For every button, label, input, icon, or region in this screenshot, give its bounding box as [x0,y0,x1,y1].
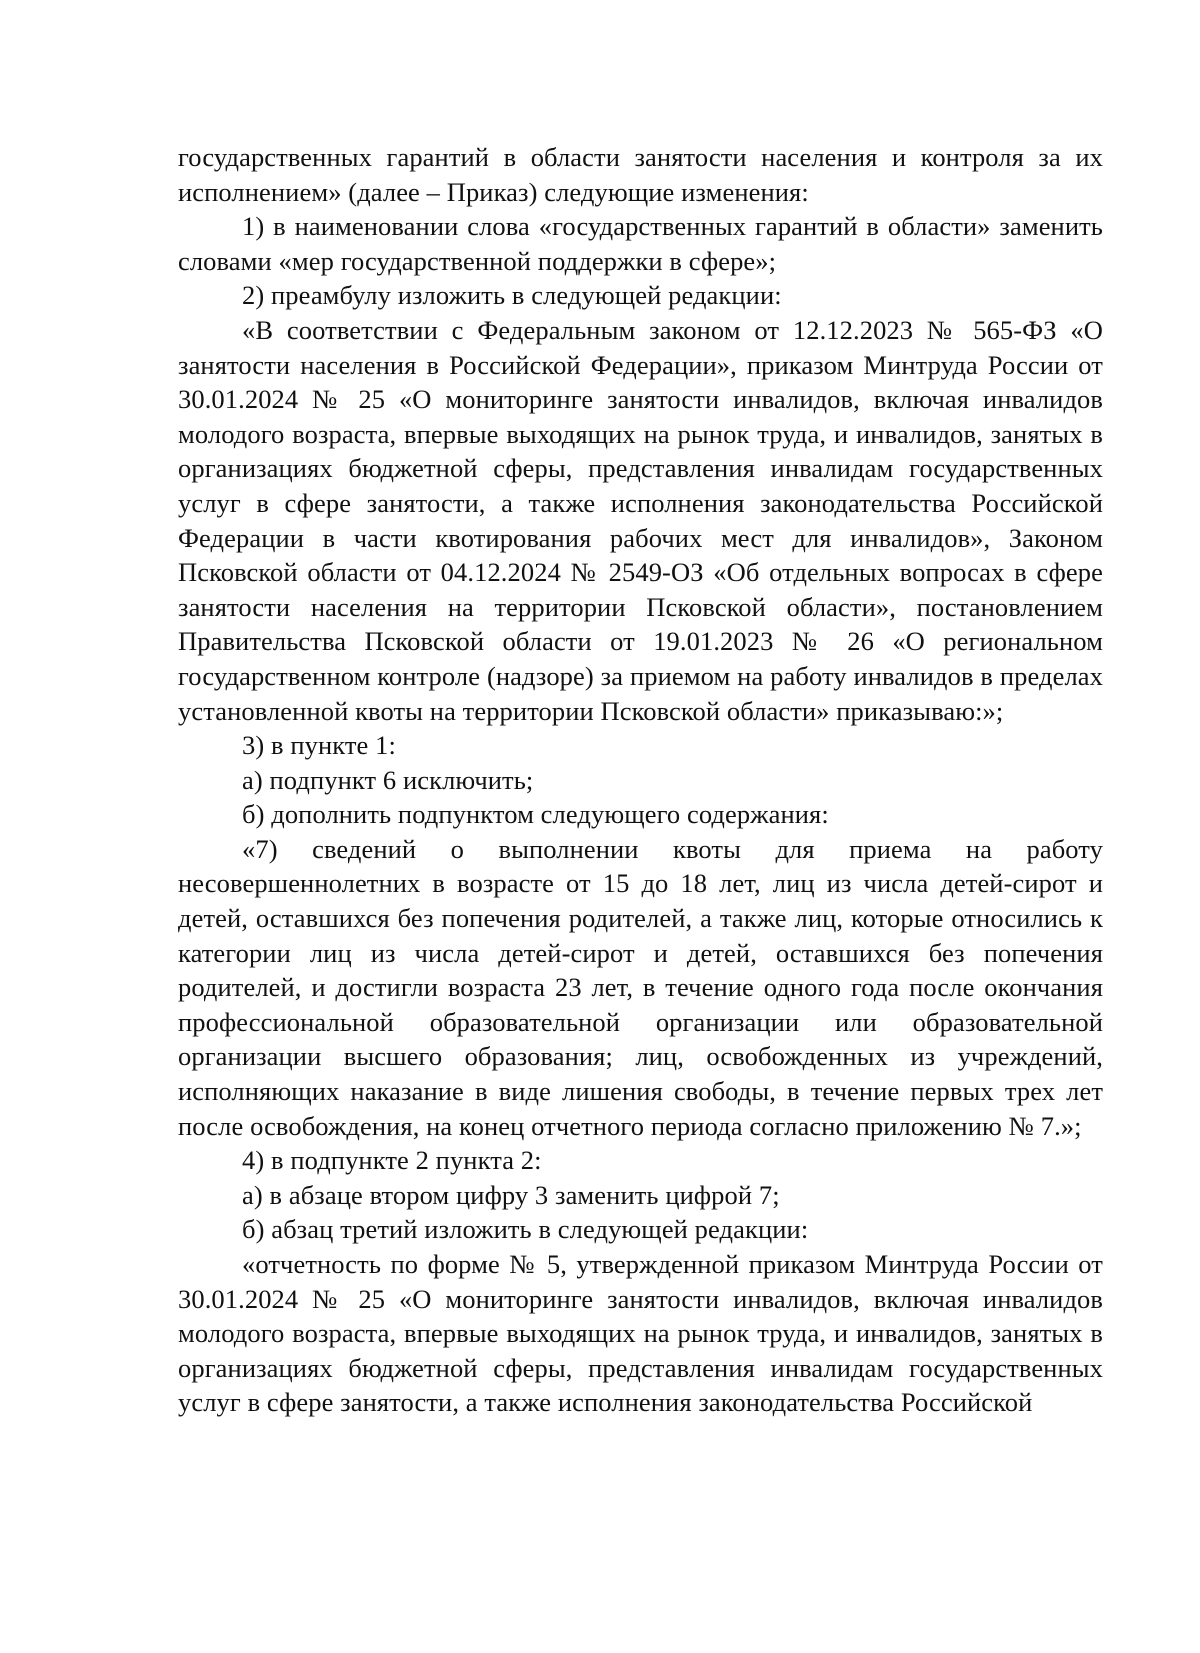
paragraph-subitem-a: а) подпункт 6 исключить; [242,764,534,795]
paragraph-item-3: 3) в пункте 1: [242,730,396,761]
paragraph-preamble: «В соответствии с Федеральным законом от 12.12.2023 № 565-ФЗ «О занятости населения в Российской Федерации», приказом Минтруда России от 30.01.2024 № 25 «О мониторинге занятости инвалидов, включая инвалидов молодого возраста, впервые выходящих на рынок труда, и инвалидов, занятых в организациях бюджетной сферы, представления инвалидам государственных услуг в сфере занятости, а также исполнения законодательства Российской Федерации в части квотирования рабочих мест для инвалидов», Законом Псковской области от 04.12.2024 № 2549-ОЗ «Об отдельных вопросах в сфере занятости населения на территории Псковской области», постановлением Правительства Псковской области от 19.01.2023 № 26 «О региональном государственном контроле (надзоре) за приемом на работу инвалидов в пределах установленной квоты на территории Псковской области» приказываю:»; [178,314,1103,726]
paragraph-subitem-b2: б) абзац третий изложить в следующей редакции: [242,1214,809,1245]
paragraph-continuation: государственных гарантий в области занятости населения и контроля за их исполнением» (далее – Приказ) следующие изменения: [178,142,1103,207]
paragraph-subitem-7: «7) сведений о выполнении квоты для приема на работу несовершеннолетних в возрасте от 15 до 18 лет, лиц из числа детей-сирот и детей, оставшихся без попечения родителей, а также лиц, которые относились к категории лиц из числа детей-сирот и детей, оставшихся без попечения родителей, и достигли возраста 23 лет, в течение одного года после окончания профессиональной образовательной организации или образовательной организации высшего образования; лиц, освобожденных из учреждений, исполняющих наказание в виде лишения свободы, в течение первых трех лет после освобождения, на конец отчетного периода согласно приложению № 7.»; [178,833,1103,1141]
paragraph-subitem-a2: а) в абзаце втором цифру 3 заменить цифрой 7; [242,1179,780,1210]
document-body [178,140,1103,1420]
paragraph-item-2: 2) преамбулу изложить в следующей редакции: [242,280,782,311]
paragraph-reporting-form: «отчетность по форме № 5, утвержденной приказом Минтруда России от 30.01.2024 № 25 «О мониторинге занятости инвалидов, включая инвалидов молодого возраста, впервые выходящих на рынок труда, и инвалидов, занятых в организациях бюджетной сферы, представления инвалидам государственных услуг в сфере занятости, а также исполнения законодательства Российской [178,1249,1103,1418]
paragraph-item-1: 1) в наименовании слова «государственных гарантий в области» заменить словами «мер государственной поддержки в сфере»; [178,211,1103,276]
paragraph-subitem-b: б) дополнить подпунктом следующего содержания: [242,799,829,830]
paragraph-item-4: 4) в подпункте 2 пункта 2: [242,1145,542,1176]
